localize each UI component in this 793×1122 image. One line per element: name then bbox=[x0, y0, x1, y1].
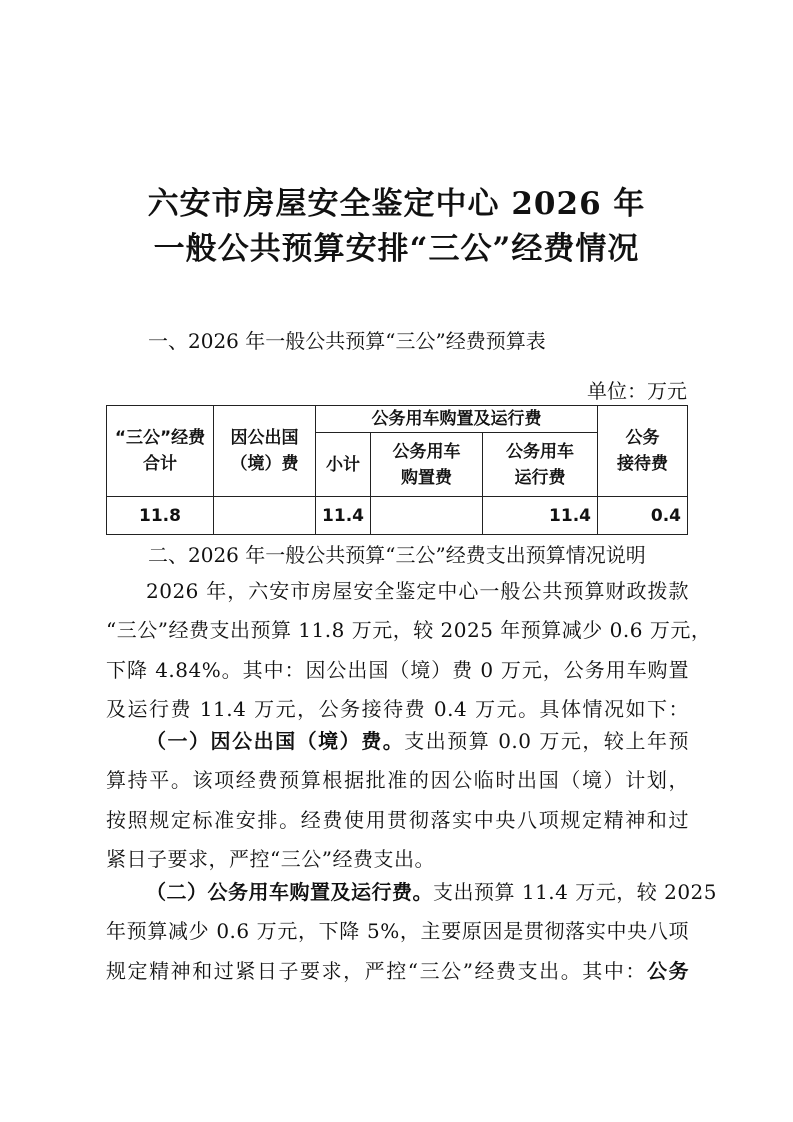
paragraph2-line: 按照规定标准安排。经费使用贯彻落实中央八项规定精神和过 bbox=[106, 807, 689, 832]
paragraph3 bbox=[106, 873, 718, 991]
page-title-line2: 一般公共预算安排“三公”经费情况 bbox=[153, 231, 640, 267]
paragraph1-line: 及运行费 11.4 万元，公务接待费 0.4 万元。具体情况如下： bbox=[106, 696, 689, 721]
header-total-line2: 合计 bbox=[143, 454, 177, 474]
paragraph3-line3-bold: 公务 bbox=[646, 958, 690, 983]
header-reception-line1: 公务 bbox=[625, 428, 660, 448]
paragraph3-line3 bbox=[106, 952, 689, 991]
page-title-line1: 六安市房屋安全鉴定中心 2026 年 bbox=[147, 186, 646, 222]
paragraph2-line: 紧日子要求，严控“三公”经费支出。 bbox=[106, 846, 435, 871]
cell-vehicle-subtotal: 11.4 bbox=[316, 497, 371, 535]
paragraph1 bbox=[106, 572, 712, 729]
header-total bbox=[107, 406, 214, 497]
unit-label: 单位：万元 bbox=[587, 379, 687, 403]
cell-vehicle-operation: 11.4 bbox=[483, 497, 598, 535]
header-total-line1: “三公”经费 bbox=[114, 428, 206, 448]
header-vehicle-group: 公务用车购置及运行费 bbox=[316, 406, 598, 433]
paragraph3-bold-lead: （二）公务用车购置及运行费。 bbox=[146, 880, 433, 904]
paragraph2 bbox=[106, 722, 689, 879]
section2-heading: 二、2026 年一般公共预算“三公”经费支出预算情况说明 bbox=[148, 543, 646, 567]
paragraph1-line: “三公”经费支出预算 11.8 万元，较 2025 年预算减少 0.6 万元， bbox=[106, 618, 712, 643]
cell-abroad bbox=[214, 497, 316, 535]
header-reception-line2: 接待费 bbox=[617, 454, 668, 474]
cell-reception: 0.4 bbox=[598, 497, 688, 535]
cell-vehicle-purchase bbox=[371, 497, 483, 535]
paragraph3-line: 年预算减少 0.6 万元，下降 5%，主要原因是贯彻落实中央八项 bbox=[106, 919, 689, 944]
paragraph2-line: 算持平。该项经费预算根据批准的因公临时出国（境）计划， bbox=[106, 768, 689, 793]
header-vehicle-purchase-line2: 购置费 bbox=[401, 467, 452, 488]
paragraph1-line: 2026 年，六安市房屋安全鉴定中心一般公共预算财政拨款 bbox=[146, 579, 689, 603]
paragraph3-line1 bbox=[106, 873, 718, 912]
paragraph2-bold-lead: （一）因公出国（境）费。 bbox=[146, 729, 405, 753]
paragraph2-line1 bbox=[106, 722, 689, 761]
paragraph3-line1-rest: 支出预算 11.4 万元，较 2025 bbox=[433, 880, 718, 904]
paragraph3-line3-text: 规定精神和过紧日子要求，严控“三公”经费支出。其中： bbox=[106, 958, 647, 983]
paragraph2-line1-rest: 支出预算 0.0 万元，较上年预 bbox=[404, 729, 689, 753]
budget-table bbox=[106, 405, 688, 535]
cell-total: 11.8 bbox=[107, 497, 214, 535]
section1-heading: 一、2026 年一般公共预算“三公”经费预算表 bbox=[148, 329, 546, 353]
header-vehicle-purchase bbox=[371, 433, 483, 497]
header-vehicle-purchase-line1: 公务用车 bbox=[392, 441, 461, 462]
header-abroad-line1: 因公出国 bbox=[230, 428, 299, 448]
header-abroad-line2: （境）费 bbox=[230, 454, 299, 474]
header-vehicle-operation-line2: 运行费 bbox=[514, 467, 566, 488]
paragraph1-line: 下降 4.84%。其中：因公出国（境）费 0 万元，公务用车购置 bbox=[106, 657, 689, 682]
header-vehicle-operation bbox=[483, 433, 598, 497]
header-vehicle-subtotal: 小计 bbox=[316, 433, 371, 497]
header-abroad bbox=[214, 406, 316, 497]
header-reception bbox=[598, 406, 688, 497]
header-vehicle-operation-line1: 公务用车 bbox=[506, 441, 574, 462]
